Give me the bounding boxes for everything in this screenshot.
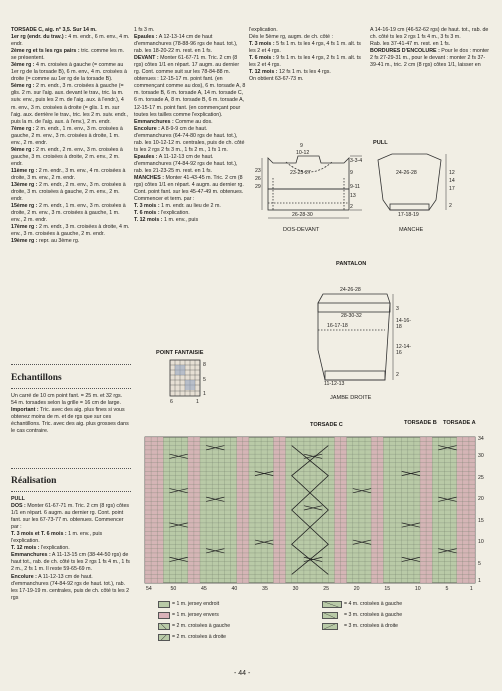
- manches-t3-text: T. 3 mois : 1 m. endr. au lieu de 2 m.: [134, 203, 221, 210]
- measure-label: 23-25-27: [290, 170, 311, 176]
- echantillon-important: Important : Tric. avec des aig. plus fines si vous obtenez moins de m. et de rgs que sur ces échantillons. Tric. avec des aig. plus grosses dans le cas contraire.: [11, 407, 129, 435]
- grid-col-label: 1: [196, 399, 199, 405]
- grid-row-label: 20: [478, 496, 484, 503]
- devant-text: DEVANT : Monter 61-67-71 m. Tric. 2 cm (8 rgs) côtes 1/1 en répart. 17 augm. au dernier rg. Cont. comme suit sur les 78-84-88 m. obtenues : 12-15-17 m. point fant. (en commençant comme au dos), 6 m. torsade A, 8 m. torsade B, 6 m. torsade A, 14 m. torsade C, 6 m. torsade A, 8 m. torsade B, 6 m. torsade A, 12-15-17 m. point fant. (en commençant pour toutes les tailles comme l'explication).: [134, 55, 246, 118]
- cable-cross: [304, 557, 322, 561]
- cable-cross: [169, 489, 187, 493]
- torsade-c-row: 11ème rg : 2 m. endr., 3 m. env., 4 m. croisées à droite, 3 m. env., 2 m. endr.: [11, 167, 126, 181]
- legend-label: = 3 m. croisées à gauche: [344, 612, 403, 618]
- grid-row-label: 15: [478, 517, 484, 524]
- dos-text: DOS : Monter 61-67-71 m. Tric. 2 cm (8 rgs) côtes 1/1 en répart. 6 augm. au dernier rg. Cont. point fant. sur les 67-73-77 m. obtenues. Commencer par :: [11, 503, 130, 531]
- jambe-droite-shape: [318, 294, 390, 380]
- cable-cross: [353, 489, 371, 493]
- cable-cross: [353, 540, 371, 544]
- legend-swatch-2d: [158, 634, 170, 641]
- cable-cross: [255, 471, 273, 475]
- torsade-c-row: 17ème rg : 2 m. endr., 3 m. croisées à droite, 4 m. env., 3 m. croisées à gauche, 2 m. endr.: [11, 224, 130, 238]
- echantillons-text: [11, 393, 131, 435]
- cable-cross: [169, 489, 187, 493]
- bordures-text: BORDURES D'ENCOLURE : Pour le dos : monter 2 fs 27-29-31 m., pour le devant : monter 2 fs 37-39-41 m., tric. 2 cm (8 rgs) côtes 1/1, laisser en: [370, 48, 489, 69]
- measure-label: 2: [396, 372, 399, 378]
- measure-label: 24-26-28: [396, 170, 417, 176]
- point-fantaisie-grid: [170, 360, 200, 396]
- cable-cross: [438, 446, 456, 450]
- legend-label: = 1 m. jersey envers: [172, 612, 219, 618]
- measure-label: 17-18-19: [398, 212, 419, 218]
- cable-cross: [353, 489, 371, 493]
- cable-cross: [402, 557, 420, 561]
- measure-label: 16-17-18: [327, 323, 348, 329]
- grid-row-label: 30: [478, 453, 484, 460]
- cable-cross: [304, 454, 322, 458]
- cable-cross: [206, 497, 224, 501]
- jambe-droite-label: JAMBE DROITE: [330, 395, 372, 401]
- encolure-devant-text: Encolure : A 8-9-9 cm de haut. d'emmanchures (64-74-80 rgs de haut. tot.), rab. les 10-12-12 m. centrales, puis de ch. côté ts les 2 rgs 2 fs 3 m., 1 fs 2 m., 1 fs 1 m.: [134, 125, 245, 153]
- text-line: l'explication.: [249, 27, 278, 33]
- cable-cross: [255, 471, 273, 475]
- measure-label: 29: [255, 184, 261, 190]
- cable-cross: [402, 523, 420, 527]
- grid-col-label: 54: [146, 586, 152, 592]
- echantillon-point: Un carré de 10 cm point fant. = 25 m. et 32 rgs.: [11, 393, 123, 399]
- legend-swatch-4g: [322, 601, 342, 608]
- grid-col-label: 5: [445, 586, 449, 592]
- purl-band: [188, 437, 200, 583]
- legend-swatch-endroit: [158, 601, 170, 608]
- cable-cross: [304, 506, 322, 510]
- emmanchures-devant-text: Emmanchures : Comme au dos.: [134, 118, 213, 125]
- cable-cross: [402, 557, 420, 561]
- grid-row-label: 10: [478, 539, 484, 546]
- torsade-a-title: TORSADE A: [443, 420, 476, 426]
- grid-row-label: 5: [203, 377, 206, 383]
- manches-t12-text: T. 12 mois : 1 m. env., puis: [134, 217, 199, 224]
- measure-label: 24-26-28: [340, 287, 361, 293]
- measure-label: 28-30-32: [341, 313, 362, 319]
- legend-label: = 1 m. jersey endroit: [172, 601, 220, 607]
- torsade-c-row: 3ème rg : 4 m. croisées à gauche (= comme au 1er rg de la torsade B), 6 m. env., 4 m. croisées à droite (= comme au 1er rg de la torsade B).: [11, 62, 127, 83]
- page-number: - 44 -: [234, 670, 251, 677]
- epaules-devant-text: Epaules : A 11-12-13 cm de haut. d'emmanchures (74-84-92 rgs de haut. tot.), rab. les 21-23-25 m. rest. en 1 fs.: [134, 153, 238, 174]
- realisation-text: [11, 496, 131, 602]
- augm-t6-text: T. 6 mois : 9 fs 1 m. ts les 4 rgs, 2 fs 1 m. alt. ts les 2 et 4 rgs.: [249, 55, 361, 69]
- torsade-c-row: 2ème rg et ts les rgs pairs : tric. comme les m. se présentent.: [11, 48, 125, 62]
- purl-band: [420, 437, 432, 583]
- purl-band: [371, 437, 383, 583]
- legend-swatch-3g: [322, 612, 338, 619]
- realisation-title: Réalisation: [11, 476, 57, 486]
- measure-label: 23: [255, 168, 261, 174]
- torsade-c-row: 5ème rg : 2 m. endr., 3 m. croisées à gauche (= glis. 2 m. sur l'aig. aux. devant le trav., tric. la m. suiv. env., puis les 2 m. de l'aig. aux. à l'endr.), 4 m. env., 3 m. croisées à droite (= glis. 1 m. sur l'aig. aux. derrière le trav., tric. les 2 m. suiv. endr., puis la m. de l'aig. aux. à l'env.), 2 m. endr.: [11, 83, 129, 125]
- text-line: 1 fs 3 m.: [134, 27, 155, 33]
- grid-col-label: 40: [231, 586, 238, 592]
- cable-cross: [206, 446, 224, 450]
- measure-label: 9: [300, 143, 303, 149]
- text-line: Rab. les 37-41-47 m. rest. en 1 fs.: [370, 41, 451, 48]
- manches-t6-text: T. 6 mois : l'explication.: [134, 210, 190, 217]
- augm-t12-text: T. 12 mois : 12 fs 1 m. ts les 4 rgs.: [249, 69, 331, 76]
- grid-row-label: 1: [478, 577, 481, 584]
- cable-cross: [169, 523, 187, 527]
- measure-label: 11-12-13: [324, 381, 345, 387]
- measure-label: 12: [449, 170, 455, 176]
- torsade-c-path: [292, 446, 329, 575]
- column-1-text: [11, 27, 131, 245]
- grid-col-label: 20: [353, 586, 360, 592]
- grid-col-label: 50: [170, 586, 177, 592]
- cable-cross: [169, 557, 187, 561]
- pull-heading: PULL: [11, 496, 25, 502]
- purl-band: [145, 437, 163, 583]
- legend-label: = 2 m. croisées à gauche: [172, 623, 231, 629]
- grid-col-label: 45: [201, 586, 207, 592]
- pantalon-title: PANTALON: [336, 261, 367, 267]
- torsade-c-row: 9ème rg : 2 m. endr., 2 m. env., 3 m. croisées à gauche, 3 m. croisées à droite, 2 m. env., 2 m. endr.: [11, 146, 123, 167]
- cable-cross: [304, 454, 322, 458]
- epaules-text: Epaules : A 12-13-14 cm de haut d'emmanchures (78-88-96 rgs de haut. tot.), rab. les 18-20-22 m. rest. en 1 fs.: [134, 34, 238, 55]
- grid-col-label: 35: [262, 586, 268, 592]
- grid-row-label: 8: [203, 362, 206, 368]
- augm-t3-text: T. 3 mois : 5 fs 1 m. ts les 4 rgs, 4 fs 1 m. alt. ts les 2 et 4 rgs.: [249, 41, 361, 55]
- torsade-c-row: 7ème rg : 2 m. endr., 1 m. env., 3 m. croisées à gauche, 2 m. env., 3 m. croisées à droite, 1 m. env., 2 m. endr.: [11, 125, 123, 146]
- cable-cross: [438, 497, 456, 501]
- manche-label: MANCHE: [399, 227, 424, 233]
- measure-label: 14-16-18: [396, 318, 411, 330]
- cable-cross: [255, 540, 273, 544]
- legend-label: = 2 m. croisées à droite: [172, 634, 227, 640]
- grid-col-label: 25: [323, 586, 329, 592]
- grid-col-label: 6: [170, 399, 173, 405]
- grid-col-label: 15: [384, 586, 391, 592]
- dos-t12-text: T. 12 mois : l'explication.: [11, 545, 70, 552]
- torsade-c-row: 15ème rg : 2 m. endr., 1 m. env., 3 m. croisées à droite, 2 m. env., 3 m. croisées à gauche, 1 m. env., 2 m. endr.: [11, 203, 126, 224]
- measure-label: 26-28-30: [292, 212, 313, 218]
- measure-label: 10-12: [296, 150, 310, 156]
- measure-label: 14: [449, 178, 455, 184]
- measure-label: 12-14-16: [396, 344, 411, 356]
- cable-cross: [206, 549, 224, 553]
- measure-label: 2: [350, 204, 353, 210]
- measure-label: 17: [449, 186, 455, 192]
- measure-label: 3: [396, 306, 399, 312]
- legend-label: = 4 m. croisées à gauche: [344, 601, 403, 607]
- legend-swatch-envers: [158, 612, 170, 619]
- cable-cross: [206, 446, 224, 450]
- dos-t3-text: T. 3 mois et T. 6 mois : 1 m. env., puis l'explication.: [11, 531, 103, 545]
- cable-cross: [438, 446, 456, 450]
- cable-cross: [304, 557, 322, 561]
- dos-devant-label: DOS-DEVANT: [283, 227, 320, 233]
- cable-cross: [169, 557, 187, 561]
- grid-col-label: 30: [292, 586, 299, 592]
- encolure-text: Encolure : A 11-12-13 cm de haut. d'emmanchures (74-84-92 rgs de haut. tot.), rab. les 17-19-19 m. centrales, puis de ch. côté ts les 2 rgs: [11, 573, 130, 601]
- grid-row-label: 34: [478, 436, 484, 442]
- cable-cross: [402, 471, 420, 475]
- emmanchures-text: Emmanchures : A 11-13-15 cm (38-44-50 rgs) de haut tot., rab. de ch. côté ts les 2 rgs 1 fs 4 m., 1 fs 2 m., 2 fs 1 m. Il reste 59-65-69 m.: [11, 552, 130, 573]
- measure-label: 2: [449, 203, 452, 209]
- separator: [11, 468, 131, 469]
- grid-col-label: 1: [469, 586, 473, 592]
- cable-cross: [169, 523, 187, 527]
- cable-cross: [353, 540, 371, 544]
- separator: [11, 364, 131, 365]
- cable-cross: [402, 523, 420, 527]
- pull-title: PULL: [373, 140, 388, 146]
- separator: [11, 388, 131, 389]
- purl-band: [457, 437, 475, 583]
- cable-cross: [438, 549, 456, 553]
- measure-label: 3-3-4: [350, 158, 363, 164]
- cable-cross: [402, 471, 420, 475]
- echantillon-torsades: 54 m. torsades selon la grille = 16 cm de large.: [11, 400, 121, 407]
- text-line: Dès le 5ème rg, augm. de ch. côté :: [249, 34, 333, 41]
- torsade-c-row: 1er rg (endr. du trav.) : 4 m. endr., 6 m. env., 4 m. endr.: [11, 34, 130, 48]
- dos-devant-shape: [268, 156, 349, 210]
- text-line: A 14-16-19 cm (46-52-62 rgs) de haut. tot., rab. de ch. côté ts les 2 rgs 1 fs 4 m., 3 fs 3 m.: [370, 27, 489, 41]
- torsade-c-intro: TORSADE C, aig. n° 3,5. Sur 14 m.: [11, 27, 97, 33]
- separator: [11, 491, 131, 492]
- point-fantaisie-title: POINT FANTAISIE: [156, 350, 204, 356]
- cable-cross: [169, 454, 187, 458]
- text-line: On obtient 63-67-73 m.: [249, 76, 304, 83]
- measure-label: 13: [350, 193, 356, 199]
- torsade-c-row: 19ème rg : repr. au 3ème rg.: [11, 238, 80, 245]
- grid-background: [145, 437, 475, 583]
- column-3-text: [249, 27, 365, 83]
- cable-cross: [206, 497, 224, 501]
- grid-col-label: 10: [414, 586, 421, 592]
- echantillons-title: Echantillons: [11, 373, 62, 383]
- purl-band: [273, 437, 285, 583]
- cable-cross: [255, 540, 273, 544]
- torsade-c-path: [292, 446, 329, 575]
- purl-band: [237, 437, 249, 583]
- torsade-c-rows: [11, 34, 131, 245]
- cable-cross: [304, 506, 322, 510]
- column-2-text: [134, 27, 246, 224]
- grid-row-label: 25: [478, 474, 484, 481]
- measure-label: 26: [255, 176, 261, 182]
- cable-cross: [438, 549, 456, 553]
- cable-cross: [438, 497, 456, 501]
- torsade-c-title: TORSADE C: [310, 422, 343, 428]
- cable-cross: [169, 454, 187, 458]
- measure-label: 9-11: [350, 184, 360, 190]
- grid-row-label: 5: [478, 560, 481, 567]
- purl-band: [334, 437, 346, 583]
- manches-text: MANCHES : Monter 41-43-45 m. Tric. 2 cm (8 rgs) côtes 1/1 en répart. 4 augm. au dernier rg. Cont. point fant. sur les 45-47-49 m. obtenues. Commencer et term. par :: [134, 174, 244, 203]
- torsade-c-row: 13ème rg : 2 m. endr., 2 m. env., 3 m. croisées à droite, 3 m. croisées à gauche, 2 m. env., 2 m. endr.: [11, 182, 126, 203]
- cable-cross: [206, 549, 224, 553]
- column-4-text: [370, 27, 491, 69]
- measure-label: 9: [350, 170, 353, 176]
- grid-row-label: 1: [203, 391, 206, 397]
- manche-shape: [378, 154, 441, 210]
- legend-swatch-2g: [158, 623, 170, 630]
- legend-swatch-3d: [322, 623, 338, 630]
- torsade-b-title: TORSADE B: [404, 420, 437, 426]
- legend-label: = 3 m. croisées à droite: [344, 623, 399, 629]
